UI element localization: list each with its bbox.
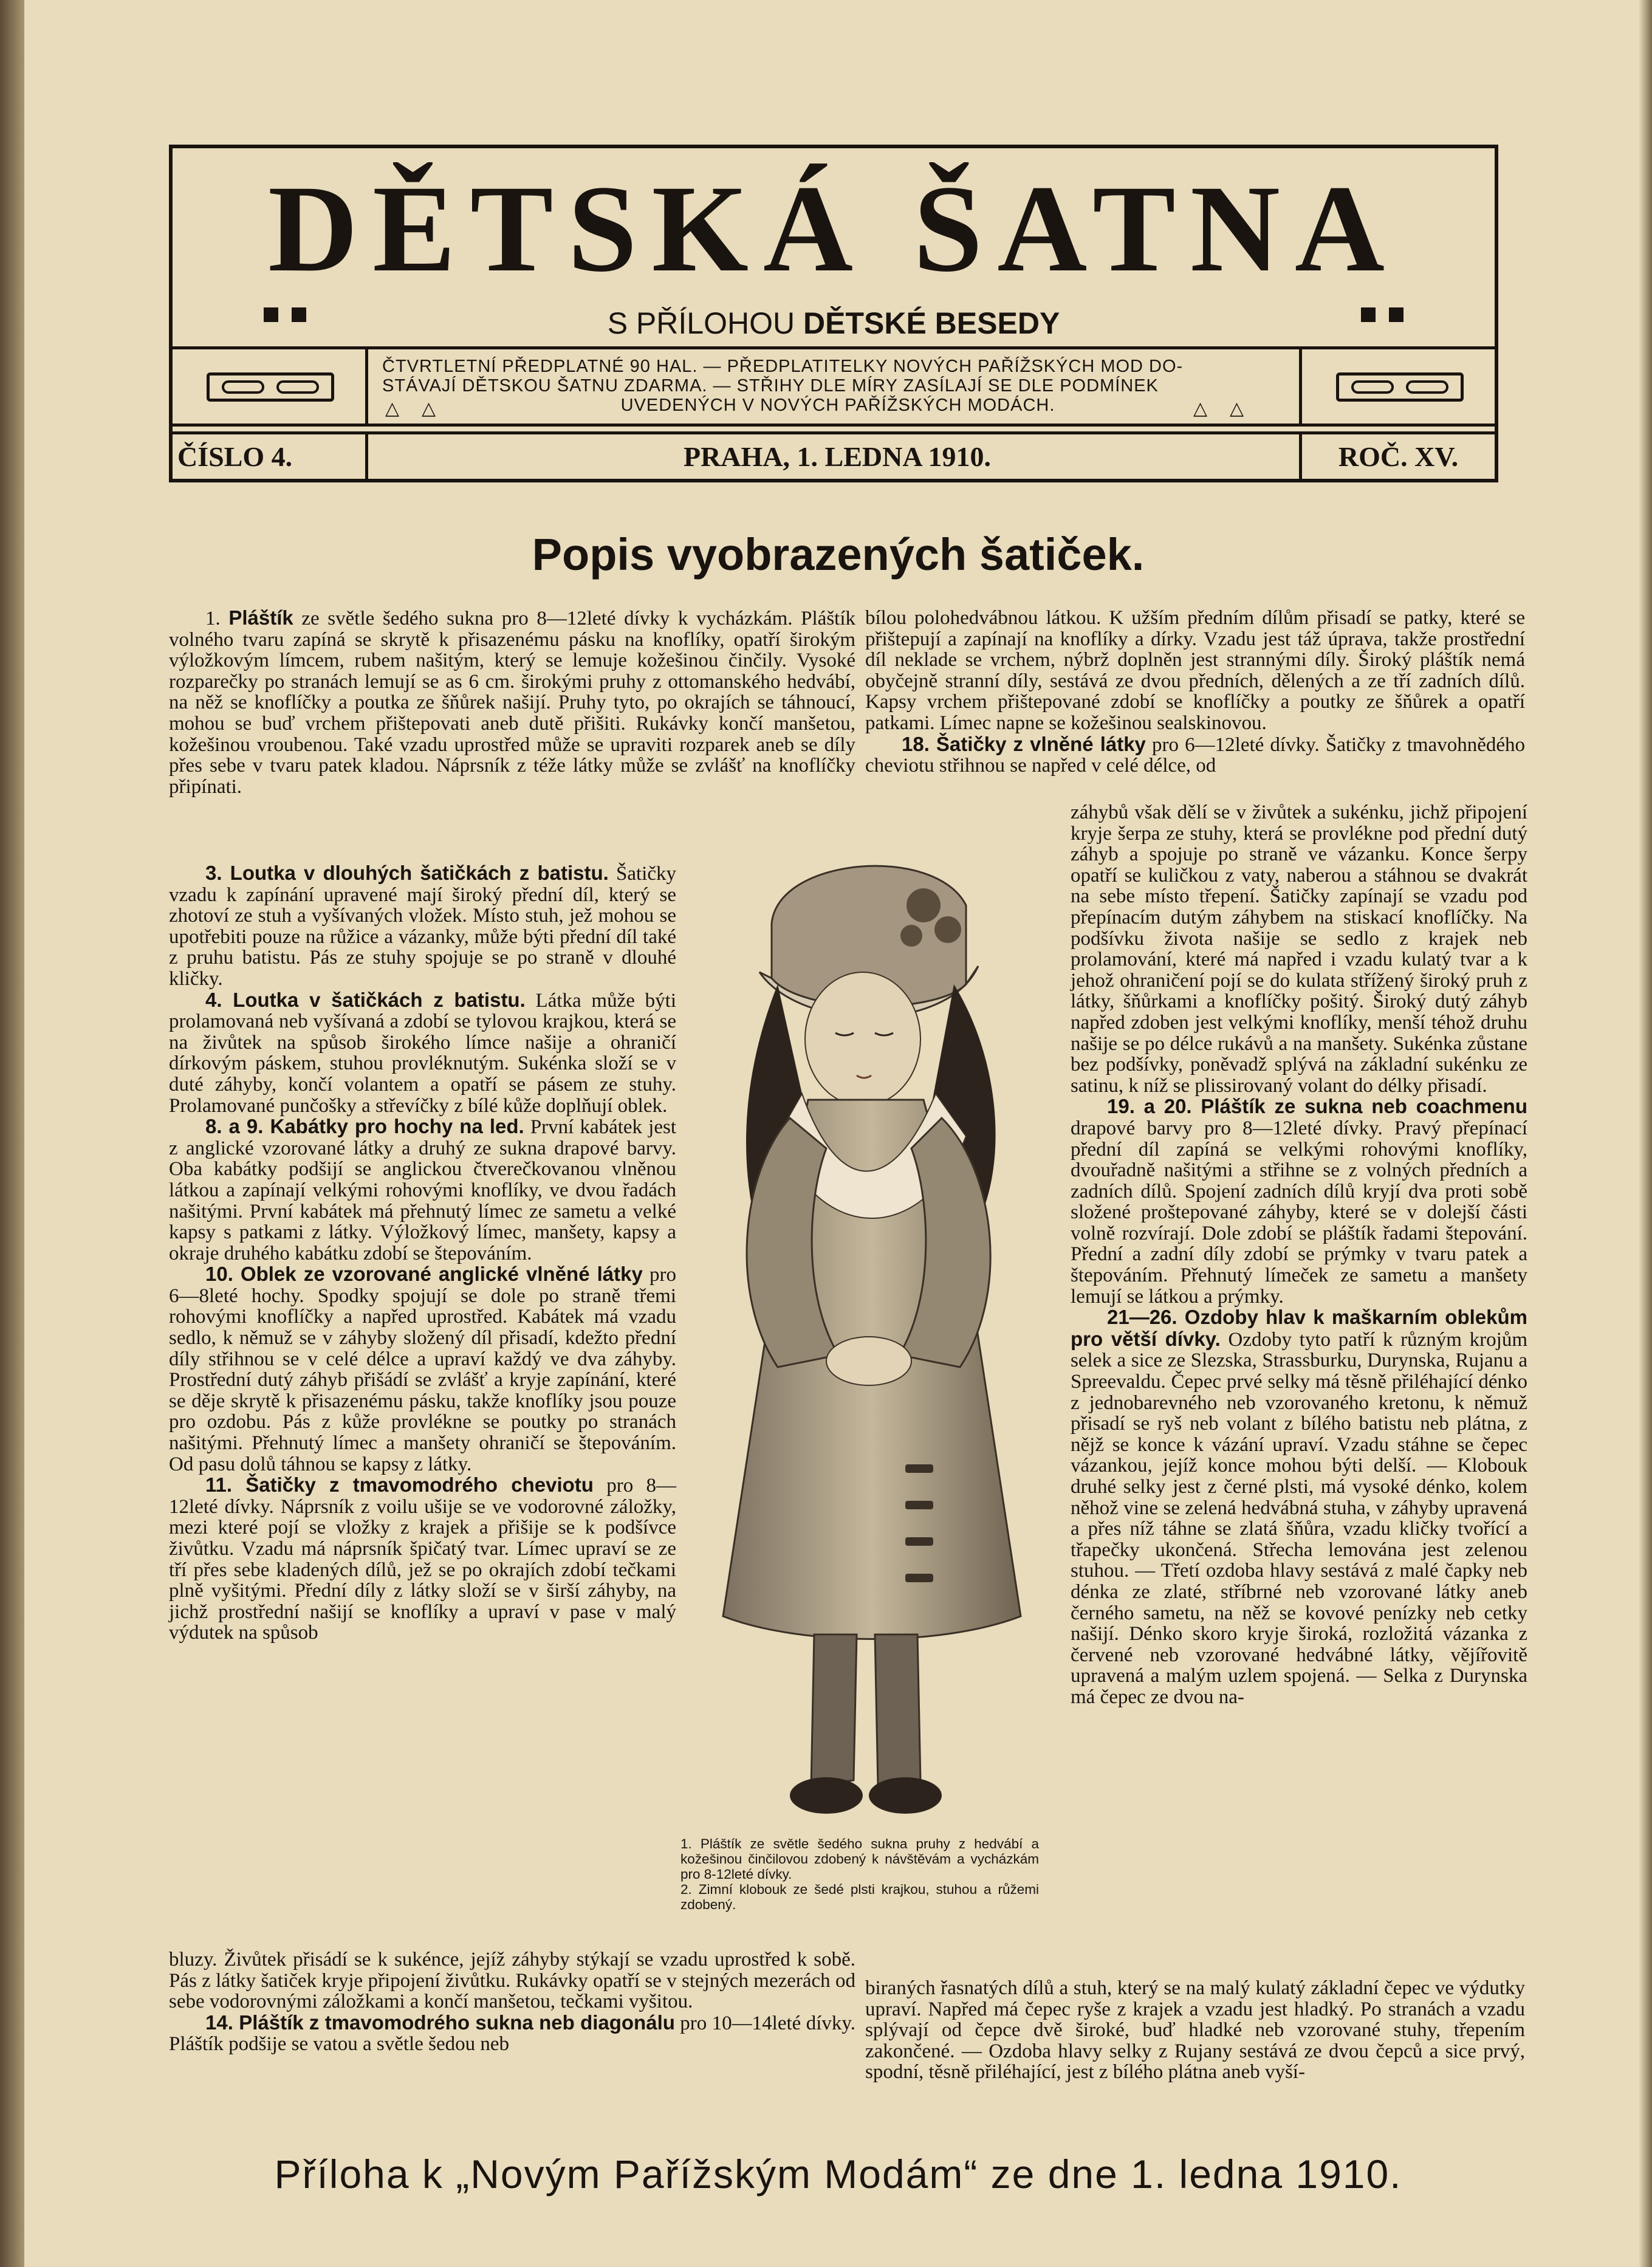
column-right-top [865, 608, 1525, 777]
column-bottom-right [865, 1978, 1525, 2083]
scroll-ornament-icon [1336, 372, 1464, 402]
footer-note: Příloha k „Novým Pařížským Modám“ ze dne 1. ledna 1910. [274, 2152, 1402, 2197]
issue-number: ČÍSLO 4. [173, 434, 368, 482]
paragraph-item-14: 14. Pláštík z tmavomodrého sukna neb diagonálu pro 10—14leté dívky. Pláštík podšije se vatou a světle šedou neb [169, 2011, 855, 2056]
ornament-cell-left [173, 349, 368, 424]
paragraph-item-11: 11. Šatičky z tmavomodrého cheviotu pro 8—12leté dívky. Náprsník z voilu ušije se ve vodorovné záložky, mezi které pojí se vložky z krajek a přišije se k podšívce živůtku. Vzadu má náprsník špičatý tvar. Límec upraví se ze tří přes sebe kladených dílů, jež se po okrajích zdobí tečkami plně vyšitými. Přední díly z látky složí se v širší záhyby, na jichž prostřední našijí se knoflíky a upraví v pase v malý výdutek na spůsob [169, 1473, 676, 1644]
newspaper-page [24, 0, 1652, 2267]
caption-item-1: 1. Pláštík ze světle šedého sukna pruhy z hedvábí a kožešinou činčilovou zdobený k návštěvám a vycházkám pro 8-12leté dívky. [680, 1836, 1039, 1882]
column-left [169, 863, 676, 1644]
caption-item-2: 2. Zimní klobouk ze šedé plsti krajkou, stuhou a růžemi zdobený. [680, 1882, 1039, 1912]
subscription-info-row [173, 346, 1495, 427]
triangle-ornament-icon: △ [422, 398, 436, 419]
masthead [169, 145, 1498, 482]
figure-caption [680, 1836, 1039, 1912]
paragraph-item-4: 4. Loutka v šatičkách z batistu. Látka může býti prolamovaná neb vyšívaná a zdobí se tylovou krajkou, která se na živůtek na spůsob širokého límce našije a ohraničí dírkovým páskem, stuhou provléknutým. Sukénka složí se v duté záhyby, končí volantem a opatří se pásem ze stuhy. Prolamované punčošky a střevíčky z bílé kůže doplňují oblek. [169, 988, 676, 1117]
triangle-ornament-icon: △ [1230, 398, 1244, 419]
paragraph-item-21-cont: biraných řasnatých dílů a stuh, který se na malý kulatý základní čepec ve výdutky upraví. Napřed má čepec ryše z krajek a vzadu jest hladký. Po stranách a vzadu splývají od čepce dvě široké, buď hladké neb vzorované stuhy, třepením zakončené. — Ozdoba hlavy selky z Rujany sestává ze dvou čepců a sice prvý, spodní, těsně přiléhající, jest z bílého plátna aneb vyší- [865, 1977, 1525, 2084]
paragraph-item-8-9: 8. a 9. Kabátky pro hochy na led. První kabátek jest z anglické vzorované látky a druhý ze sukna drapové barvy. Oba kabátky podšijí se anglickou čtverečkovanou vlněnou látkou a zapínají velkými rohovými knoflíky, ve dvou řadách našitými. První kabátek má přehnutý límec ze sametu a velké kapsy s patkami z látky. Výložkový límec, manšety, kapsy a okraje druhého kabátku zdobí se štepováním. [169, 1115, 676, 1264]
paragraph-item-21-26: 21—26. Ozdoby hlav k maškarním oblekům pro větší dívky. Ozdoby tyto patří k různým krojům selek a sice ze Slezska, Strassburku, Durynska, Rujanu a Spreevaldu. Čepec prvé selky má těsně přiléhající dénko z jednobarevného neb vzorovaného kretonu, k němuž přisadí se ryš neb volant z bílého batistu neb plátna, z nějž se konce k vázání upraví. Vzadu stáhne se čepec vázankou, jejíž konce mohou býti delší. — Klobouk druhé selky jest z černé plsti, má vysoké dénko, kolem něhož vine se zelená hedvábná stuha, v záhyby upravená a přes níž táhne se zlatá šňůra, vzadu kličky tvořící a třapečky ukončená. Střecha lemována jest zelenou stuhou. — Třetí ozdoba hlavy sestává z malé čapky neb dénka ze zlaté, stříbrné neb vzorované látky aneb černého sametu, na něž se kovové penízky neb cetky našijí. Dénko skoro kryje široká, rozložitá vázanka z červené neb vzorované hedvábné látky, vějířovitě upravená a malým uzlem spojená. — Selka z Durynska má čepec ze dvou na- [1071, 1306, 1527, 1708]
paragraph-item-18-cont: záhybů však dělí se v živůtek a sukénku, jichž připojení kryje šerpa ze stuhy, která se provlékne pod přední dutý záhyb a spojuje po straně ve vázanku. Konce šerpy opatří se kuličkou z vaty, naberou a stáhnou se dvakrát na sebe místo třepení. Šatičky zapínají se vzadu pod přepínacím dutým záhybem na stiskací knoflíčky. Na podšívku života našije se sedlo z krajek neb prolamování, které má napřed i vzadu kulatý tvar a k jehož ohraničení pojí se do kulata střížený široký pruh z látky, šňůrkami a knoflíčky pošitý. Široký dutý záhyb napřed zdoben jest velkými knoflíky, menší téhož druhu našije se po délce rukávů a na manšety. Sukénka zůstane bez podšívky, poněvadž splývá na základní sukénku ze satinu, k níž se plissirovaný volant do délky přisadí. [1071, 801, 1527, 1097]
triangle-ornament-icon: △ [1193, 398, 1208, 419]
triangle-ornament-icon: △ [385, 398, 400, 419]
place-date: PRAHA, 1. LEDNA 1910. [683, 441, 992, 472]
book-spine [0, 0, 24, 2267]
paragraph-item-10: 10. Oblek ze vzorované anglické vlněné látky pro 6—8leté hochy. Spodky spojují se dole po straně třemi rohovými knoflíčky a napřed uprostřed. Kabátek má vzadu sedlo, k němuž se v záhyby složený díl přisadí, kdežto přední díly střihnou se v celé délce a upraví každý ve dva záhyby. Prostřední dutý záhyb přišádí se zvlášť a kryje zapínání, které se děje skrytě k přisazenému pásku, takže knoflíky jsou pouze pro ozdobu. Pás z kůže provlékne se poutky po stranách našitými. Přehnutý límec a manšety ohraničí se štepováním. Od pasu dolů táhnou se kapsy z látky. [169, 1263, 676, 1475]
article-heading: Popis vyobrazených šatiček. [532, 529, 1145, 580]
paragraph-item-14-cont: bílou polohedvábnou látkou. K užším předním dílům přisadí se patky, které se přištepují a zapínají na knoflíky a dírky. Vzadu jest táž úprava, takže prostřední díl neklade se vrchem, nýbrž doplněn jest strannými díly. Široký pláštík nemá obyčejně stranní díly, sestává ze dvou předních, dělených a ze tří zadních dílů. Kapsy vrchem přištepované zdobí se knoflíčky a poutky ze šňůrek a opatří patkami. Límec napne se kožešinou sealskinovou. [865, 607, 1525, 734]
paragraph-item-11-end: bluzy. Živůtek přisádí se k sukénce, jejíž záhyby stýkají se vzadu uprostřed k sobě. Pás z látky šatiček kryje připojení živůtku. Rukávky opatří se v stejných mezerách od sebe vodorovnými záložkami a končí manšetou, tečkami vyšitou. [169, 1949, 855, 2013]
girl-illustration [680, 832, 1063, 1823]
paragraph-item-19-20: 19. a 20. Pláštík ze sukna neb coachmenu drapové barvy pro 8—12leté dívky. Pravý přepínací přední díl zapíná se velkými rohovými knoflíky, dvouřadně našitými a střihne se z volných předních a zadních dílů. Spojení zadních dílů kryjí dva proti sobě složené proštepované záhyby, které se v dolejší části volně rozvírají. Dole zdobí se pláštík řadami štepování. Přední a zadní díly zdobí se prýmky v tvaru patek a štepováním. Přehnutý límeček ze sametu a manšety lemují se látkou a prýmky. [1071, 1095, 1527, 1308]
column-bottom-left [169, 1949, 855, 2055]
paragraph-item-1: 1. Pláštík ze světle šedého sukna pro 8—12leté dívky k vycházkám. Pláštík volného tvaru zapíná se skrytě k přisazenému pásku na knoflíky, opatří širokým výložkovým límcem, rubem našitým, který se lemuje kožešinou činčily. Vysoké rozparečky po stranách lemují se as 6 cm. širokými pruhy z ottomanského hedvábí, na něž se knoflíčky a poutka ze šňůrek našijí. Pruhy tyto, po okrajích se táhnoucí, mohou se buď vrchem přištepovati aneb dutě přišiti. Rukávky končí manšetou, kožešinou vroubenou. Také vzadu uprostřed může se upraviti rozparek aneb se díly přes sebe v tvaru patek kladou. Náprsník z téže látky může se zvlášť na knoflíčky připínati. [169, 606, 855, 798]
column-right [1071, 802, 1527, 1708]
masthead-title: DĚTSKÁ ŠATNA [268, 160, 1399, 298]
subscription-info: ČTVRTLETNÍ PŘEDPLATNÉ 90 HAL. — PŘEDPLATITELKY NOVÝCH PAŘÍŽSKÝCH MOD DO- STÁVAJÍ DĚTSKOU ŠATNU ZDARMA. — STŘIHY DLE MÍRY ZASÍLAJÍ SE DLE PODMÍNEK UVEDENÝCH V NOVÝCH PAŘÍŽSKÝCH MODÁCH. [382, 357, 1184, 415]
paragraph-item-3: 3. Loutka v dlouhých šatičkách z batistu. Šatičky vzadu k zapínání upravené mají široký přední díl, který se zhotoví ze stuh a vyšívaných vložek. Místo stuh, jež mohou se upotřebiti pouze na růžice a vázanky, může býti přední díl také z pruhu batistu. Pás ze stuhy spojuje se po straně v dlouhé kličky. [169, 862, 676, 990]
ornament-cell-right [1299, 349, 1495, 424]
page-edge [1639, 0, 1652, 2267]
scroll-ornament-icon [207, 372, 334, 402]
column-left-top [169, 608, 855, 797]
masthead-subtitle: S PŘÍLOHOU DĚTSKÉ BESEDY [607, 306, 1060, 340]
paragraph-item-18: 18. Šatičky z vlněné látky pro 6—12leté dívky. Šatičky z tmavohnědého cheviotu střihnou se napřed v celé délce, od [865, 732, 1526, 777]
volume-number: ROČ. XV. [1299, 434, 1495, 482]
issue-row [173, 431, 1495, 479]
